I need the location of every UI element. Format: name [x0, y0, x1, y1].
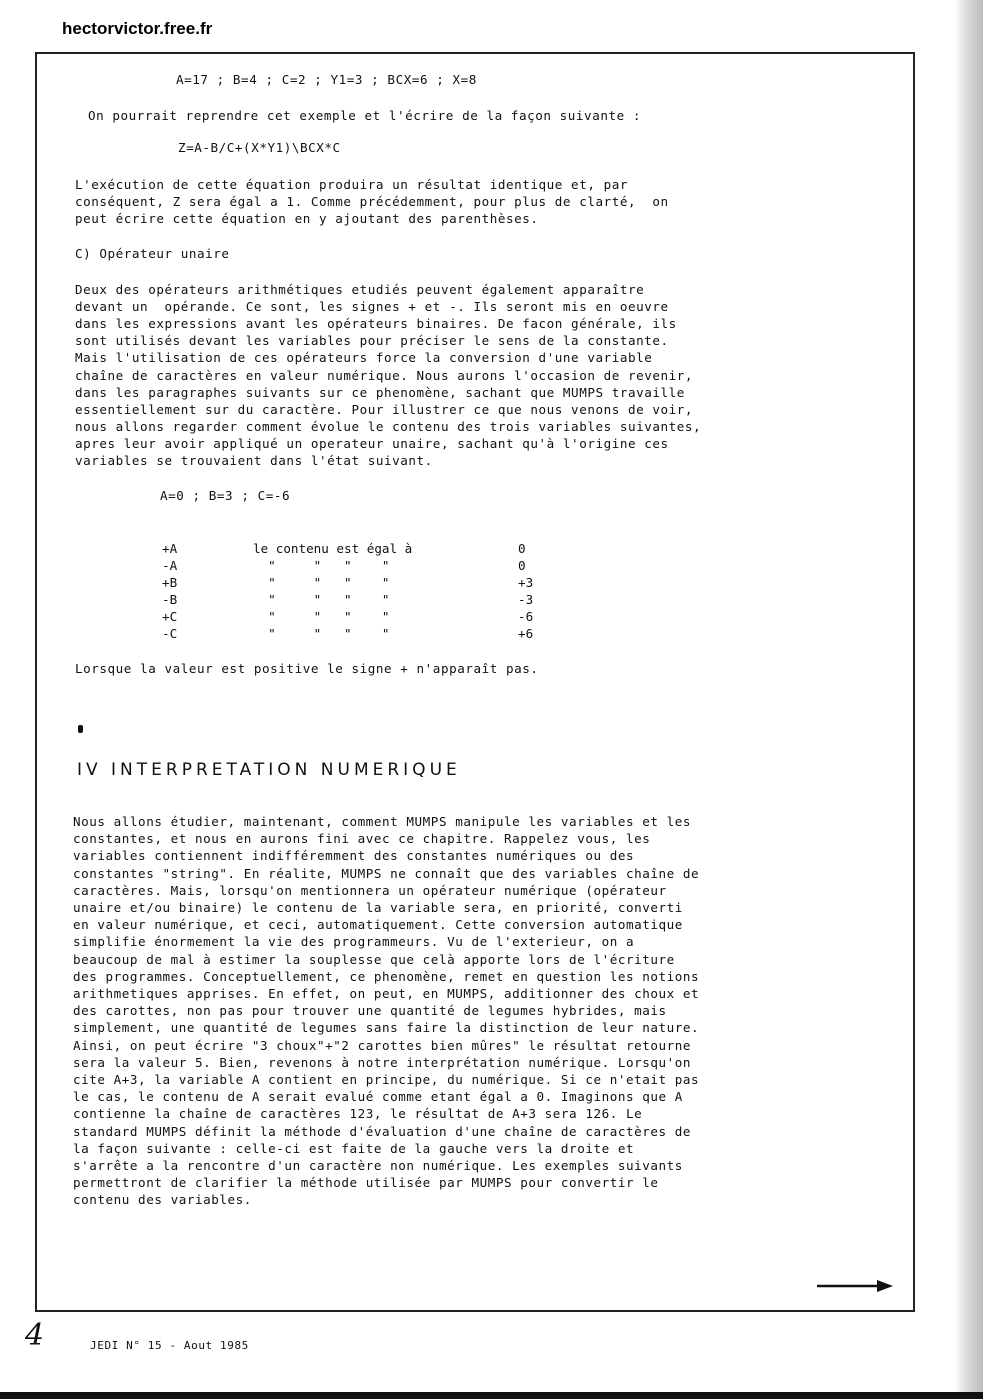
- numeric-line: cite A+3, la variable A contient en principe, du numérique. Si ce n'etait pas: [73, 1072, 700, 1087]
- numeric-line: simplement, une quantité de legumes sans faire la distinction de leur nature.: [73, 1020, 700, 1036]
- table-result: -3: [518, 592, 534, 607]
- numeric-line: s'arrête a la rencontre d'un caractère non numérique. Les exemples suivants: [73, 1158, 683, 1173]
- bullet-mark: [78, 725, 83, 733]
- numeric-line: constantes "string". En réalite, MUMPS ne connaît que des variables chaîne de: [73, 865, 700, 881]
- unary-line: essentiellement sur du caractère. Pour illustrer ce que nous venons de voir,: [75, 401, 694, 417]
- numeric-line: en valeur numérique, et ceci, automatiquement. Cette conversion automatique: [73, 917, 683, 933]
- table-operator: -B: [162, 592, 178, 607]
- table-description: le contenu est égal à: [253, 541, 413, 556]
- example-values: A=0 ; B=3 ; C=-6: [160, 488, 291, 503]
- example-assignments: A=17 ; B=4 ; C=2 ; Y1=3 ; BCX=6 ; X=8: [176, 72, 477, 87]
- next-page-arrow-icon: [817, 1278, 895, 1294]
- unary-line: dans les paragraphes suivants sur ce phenomène, sachant que MUMPS travaille: [75, 384, 685, 400]
- execution-line: conséquent, Z sera égal a 1. Comme précédemment, pour plus de clarté, on: [75, 194, 669, 209]
- numeric-line: permettront de clarifier la méthode utilisée par MUMPS pour convertir le: [73, 1175, 659, 1191]
- numeric-line: arithmetiques apprises. En effet, on peut, en MUMPS, additionner des choux et: [73, 986, 700, 1001]
- table-result: +3: [518, 575, 534, 590]
- numeric-line: Nous allons étudier, maintenant, comment MUMPS manipule les variables et les: [73, 814, 692, 829]
- table-description: " " " ": [253, 592, 390, 607]
- unary-line: nous allons regarder comment évolue le contenu des trois variables suivantes,: [75, 418, 702, 434]
- numeric-line: variables contiennent indifféremment des constantes numériques ou des: [73, 848, 635, 864]
- unary-line: Deux des opérateurs arithmétiques etudiés peuvent également apparaître: [75, 282, 645, 297]
- numeric-line: constantes, et nous en aurons fini avec ce chapitre. Rappelez vous, les: [73, 831, 651, 847]
- table-operator: +C: [162, 609, 178, 624]
- numeric-line: simplifie énormement la vie des programmeurs. Vu de l'exterieur, on a: [73, 934, 635, 950]
- numeric-line: sera la valeur 5. Bien, revenons à notre interprétation numérique. Lorsqu'on: [73, 1054, 692, 1070]
- numeric-line: contienne la chaîne de caractères 123, le résultat de A+3 sera 126. Le: [73, 1106, 643, 1122]
- unary-line: variables se trouvaient dans l'état suivant.: [75, 453, 433, 468]
- table-operator: +B: [162, 575, 178, 590]
- positive-sign-note: Lorsque la valeur est positive le signe + n'apparaît pas.: [75, 661, 539, 676]
- table-description: " " " ": [253, 626, 390, 641]
- numeric-line: caractères. Mais, lorsqu'on mentionnera un opérateur numérique (opérateur: [73, 882, 667, 898]
- example-equation: Z=A-B/C+(X*Y1)\BCX*C: [178, 140, 341, 155]
- execution-line: peut écrire cette équation en y ajoutant des parenthèses.: [75, 211, 539, 226]
- table-operator: +A: [162, 541, 178, 556]
- table-description: " " " ": [253, 609, 390, 624]
- section-unary-operator: C) Opérateur unaire: [75, 246, 230, 261]
- numeric-line: standard MUMPS définit la méthode d'évaluation d'une chaîne de caractères de: [73, 1123, 692, 1139]
- unary-line: devant un opérande. Ce sont, les signes + et -. Ils seront mis en oeuvre: [75, 299, 669, 315]
- scan-edge: [955, 0, 983, 1399]
- table-result: +6: [518, 626, 534, 641]
- numeric-line: la façon suivante : celle-ci est faite de la gauche vers la droite et: [73, 1140, 635, 1156]
- numeric-line: contenu des variables.: [73, 1192, 252, 1208]
- unary-line: chaîne de caractères en valeur numérique. Nous aurons l'occasion de revenir,: [75, 367, 694, 383]
- table-result: -6: [518, 609, 534, 624]
- table-operators: [162, 540, 177, 642]
- unary-line: sont utilisés devant les variables pour préciser le sens de la constante.: [75, 333, 669, 349]
- table-description: " " " ": [253, 558, 390, 573]
- unary-line: dans les expressions avant les opérateurs binaires. De facon générale, ils: [75, 316, 677, 332]
- numeric-line: unaire et/ou binaire) le contenu de la variable sera, en priorité, converti: [73, 900, 683, 915]
- intro-line: On pourrait reprendre cet exemple et l'écrire de la façon suivante :: [88, 108, 641, 123]
- table-result: 0: [518, 541, 526, 556]
- table-result: 0: [518, 558, 526, 573]
- table-results: [518, 540, 533, 642]
- table-descriptions: [253, 540, 412, 642]
- section-heading: IV INTERPRETATION NUMERIQUE: [77, 760, 461, 780]
- site-watermark: hectorvictor.free.fr: [62, 19, 213, 38]
- numeric-line: le cas, le contenu de A serait evalué comme etant égal a 0. Imaginons que A: [73, 1089, 683, 1105]
- page-number: 4: [25, 1318, 45, 1353]
- numeric-line: des carottes, non pas pour trouver une quantité de legumes hybrides, mais: [73, 1003, 667, 1019]
- table-operator: -C: [162, 626, 178, 641]
- table-operator: -A: [162, 558, 178, 573]
- scan-bottom-edge: [0, 1392, 983, 1399]
- numeric-line: des programmes. Conceptuellement, ce phenomène, remet en question les notions: [73, 968, 700, 984]
- execution-line: L'exécution de cette équation produira un résultat identique et, par: [75, 177, 628, 192]
- unary-line: apres leur avoir appliqué un operateur unaire, sachant qu'à l'origine ces: [75, 435, 669, 451]
- footer-issue: JEDI N° 15 - Aout 1985: [90, 1339, 249, 1352]
- table-description: " " " ": [253, 575, 390, 590]
- numeric-line: beaucoup de mal à estimer la souplesse que celà apporte lors de l'écriture: [73, 951, 675, 967]
- numeric-line: Ainsi, on peut écrire "3 choux"+"2 carottes bien mûres" le résultat retourne: [73, 1037, 692, 1053]
- unary-line: Mais l'utilisation de ces opérateurs force la conversion d'une variable: [75, 350, 653, 366]
